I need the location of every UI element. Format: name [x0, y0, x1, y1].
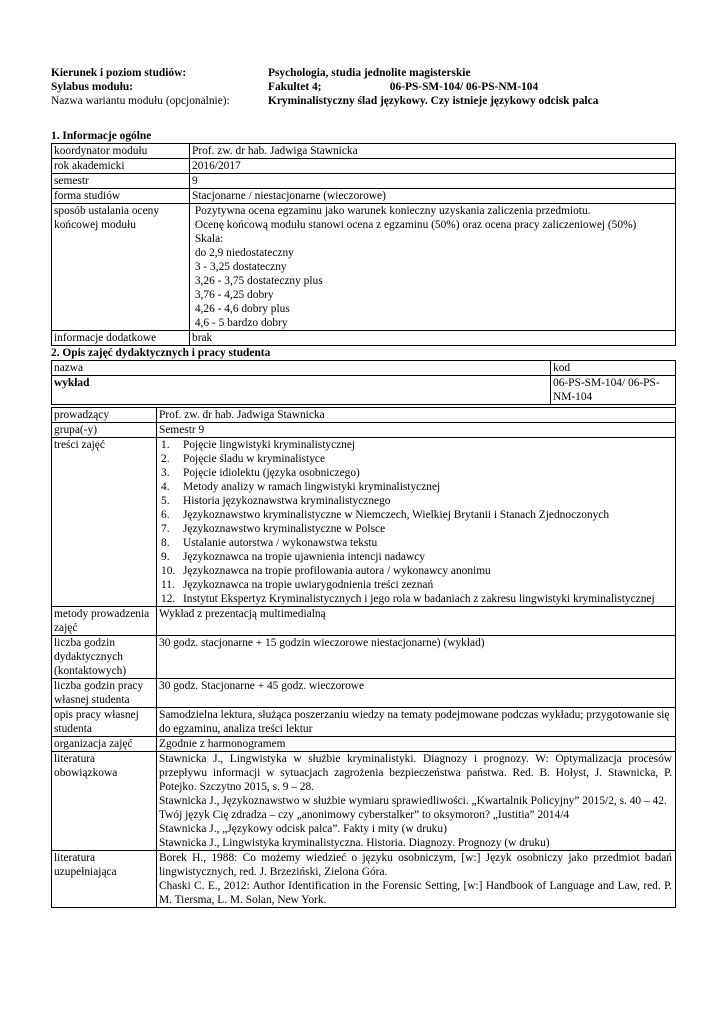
row-value: 30 godz. stacjonarne + 15 godzin wieczorowe niestacjonarne) (wykład)	[157, 636, 676, 679]
row-label: treści zajęć	[52, 438, 157, 607]
section-2-title: 2. Opis zajęć dydaktycznych i pracy studenta	[51, 347, 271, 359]
item-text: Pojęcie idiolektu (języka osobniczego)	[183, 467, 360, 479]
row-label: forma studiów	[52, 189, 190, 204]
literature-entry: Stawnicka J., Lingwistyka kryminalistyczna. Historia. Diagnozy. Prognozy (w druku)	[159, 837, 550, 849]
row-value: Semestr 9	[157, 423, 676, 438]
item-text: Językoznawstwo kryminalistyczne w Niemczech, Wielkiej Brytanii i Stanach Zjednoczonych	[183, 509, 610, 521]
table-row	[52, 361, 676, 376]
table-row	[52, 423, 676, 438]
literature-list	[157, 752, 676, 851]
item-text: Językoznawca na tropie ujawnienia intencji nadawcy	[183, 551, 425, 563]
table-row	[52, 679, 676, 708]
item-text: Pojęcie śladu w kryminalistyce	[183, 453, 326, 465]
row-value: 2016/2017	[190, 159, 676, 174]
literature-entry: Twój język Cię zdradza – czy „anonimowy cyberstalker” to oksymoron? „Iustitia” 2014/4	[159, 809, 570, 821]
syllabus-page	[51, 66, 675, 908]
table-row	[52, 708, 676, 737]
header-key: Sylabus modułu:	[51, 81, 133, 93]
grading-line: Ocenę końcową modułu stanowi ocena z egzaminu (50%) oraz ocena pracy zaliczeniowej (50%)	[192, 219, 637, 231]
grading-value	[190, 204, 676, 331]
item-number: 7.	[161, 523, 170, 535]
list-item	[159, 578, 675, 592]
list-item	[159, 564, 675, 578]
header-row-module	[51, 80, 675, 94]
topic-list	[159, 438, 675, 606]
item-number: 8.	[161, 537, 170, 549]
table-row	[52, 376, 676, 405]
grading-line: Pozytywna ocena egzaminu jako warunek konieczny uzyskania zaliczenia przedmiotu.	[192, 205, 591, 217]
literature-entry: Stawnicka J., Językoznawstwo w służbie wymiaru sprawiedliwości. „Kwartalnik Policyjny” 2015/2, s. 40 – 42.	[159, 795, 667, 807]
section-1-title: 1. Informacje ogólne	[51, 130, 152, 142]
list-item	[159, 592, 675, 606]
row-value: Samodzielna lektura, służąca poszerzaniu wiedzy na tematy podejmowane podczas wykładu; przygotowanie się do egzaminu, analiza treści lektur	[157, 708, 676, 737]
row-label: koordynator modułu	[52, 144, 190, 159]
list-item	[159, 522, 675, 536]
grading-line: 4,26 - 4,6 dobry plus	[192, 303, 290, 315]
table-row	[52, 636, 676, 679]
header-value: Psychologia, studia jednolite magisterskie	[268, 67, 471, 79]
row-label: rok akademicki	[52, 159, 190, 174]
header-key: Kierunek i poziom studiów:	[51, 67, 187, 79]
row-value: Prof. zw. dr hab. Jadwiga Stawnicka	[190, 144, 676, 159]
item-number: 9.	[161, 551, 170, 563]
name-header: nazwa	[52, 361, 551, 376]
item-number: 12.	[161, 593, 176, 605]
literature-entry: Stawnicka J., Lingwistyka w służbie kryminalistyki. Diagnozy i prognozy. W: Optymalizacja procesów przepływu informacji w sytuacjach zagrożenia bezpieczeństwa państwa. Red. B. Hołyst, J. Stawnicka, P. Potejko. Szczytno 2015, s. 9 – 28.	[159, 753, 672, 793]
grading-line: Skala:	[192, 233, 224, 245]
item-number: 10.	[161, 565, 176, 577]
item-text: Metody analizy w ramach lingwistyki kryminalistycznej	[183, 481, 441, 493]
item-number: 3.	[161, 467, 170, 479]
item-number: 5.	[161, 495, 170, 507]
grading-line: 4,6 - 5 bardzo dobry	[192, 317, 288, 329]
course-name: wykład	[52, 376, 551, 405]
item-number: 2.	[161, 453, 170, 465]
item-number: 11.	[161, 579, 175, 591]
item-text: Instytut Ekspertyz Kryminalistycznych i jego rola w badaniach z zakresu lingwistyki kryminalistycznej	[183, 593, 655, 605]
row-label: grupa(-y)	[52, 423, 157, 438]
literature-entry: Stawnicka J., „Językowy odcisk palca”. Fakty i mity (w druku)	[159, 823, 447, 835]
table-row	[52, 174, 676, 189]
header-row-variant	[51, 94, 675, 108]
code-header: kod	[551, 361, 676, 376]
header-row-field	[51, 66, 675, 80]
course-code: 06-PS-SM-104/ 06-PS-NM-104	[551, 376, 676, 405]
row-value: 9	[190, 174, 676, 189]
row-label: metody prowadzenia zajęć	[52, 607, 157, 636]
item-text: Językoznawca na tropie profilowania autora / wykonawcy anonimu	[183, 565, 491, 577]
list-item	[159, 536, 675, 550]
header-key: Nazwa wariantu modułu (opcjonalnie):	[51, 95, 230, 107]
row-label: sposób ustalania oceny końcowej modułu	[52, 204, 190, 331]
item-text: Językoznawstwo kryminalistyczne w Polsce	[183, 523, 386, 535]
item-text: Pojęcie lingwistyki kryminalistycznej	[183, 439, 356, 451]
row-label: literatura uzupełniająca	[52, 851, 157, 908]
course-name-table	[51, 360, 676, 405]
grading-line: do 2,9 niedostateczny	[192, 247, 294, 259]
item-number: 1.	[161, 439, 170, 451]
document-header	[51, 66, 675, 108]
row-value: 30 godz. Stacjonarne + 45 godz. wieczorowe	[157, 679, 676, 708]
list-item	[159, 480, 675, 494]
list-item	[159, 452, 675, 466]
row-label: liczba godzin pracy własnej studenta	[52, 679, 157, 708]
row-value: Stacjonarne / niestacjonarne (wieczorowe)	[190, 189, 676, 204]
row-label: liczba godzin dydaktycznych (kontaktowych)	[52, 636, 157, 679]
table-row	[52, 189, 676, 204]
general-info-table	[51, 143, 676, 346]
table-row	[52, 438, 676, 607]
table-row	[52, 408, 676, 423]
item-number: 6.	[161, 509, 170, 521]
item-text: Językoznawca na tropie uwiarygodnienia treści zeznań	[183, 579, 434, 591]
list-item	[159, 508, 675, 522]
item-number: 4.	[161, 481, 170, 493]
table-row	[52, 204, 676, 331]
row-label: organizacja zajęć	[52, 737, 157, 752]
table-row	[52, 607, 676, 636]
content-list-cell	[157, 438, 676, 607]
header-value: Fakultet 4; 06-PS-SM-104/ 06-PS-NM-104	[268, 81, 539, 93]
row-label: opis pracy własnej studenta	[52, 708, 157, 737]
grading-line: 3,76 - 4,25 dobry	[192, 289, 274, 301]
row-value: Prof. zw. dr hab. Jadwiga Stawnicka	[157, 408, 676, 423]
row-value: Wykład z prezentacją multimedialną	[157, 607, 676, 636]
row-label: semestr	[52, 174, 190, 189]
literature-entry: Borek H., 1988: Co możemy wiedzieć o języku osobniczym, [w:] Język osobniczy jako przedmiot badań lingwistycznych, red. J. Brzeziński, Zielona Góra.	[159, 852, 672, 878]
row-label: informacje dodatkowe	[52, 331, 190, 346]
list-item	[159, 438, 675, 452]
row-label: prowadzący	[52, 408, 157, 423]
item-text: Historia językoznawstwa kryminalistycznego	[183, 495, 391, 507]
table-row	[52, 331, 676, 346]
supplementary-list	[157, 851, 676, 908]
table-row	[52, 737, 676, 752]
list-item	[159, 550, 675, 564]
header-value: Kryminalistyczny ślad językowy. Czy istnieje językowy odcisk palca	[268, 95, 599, 107]
grading-line: 3,26 - 3,75 dostateczny plus	[192, 275, 323, 287]
grading-line: 3 - 3,25 dostateczny	[192, 261, 287, 273]
row-value: Zgodnie z harmonogramem	[157, 737, 676, 752]
table-row	[52, 851, 676, 908]
table-row	[52, 752, 676, 851]
table-row	[52, 144, 676, 159]
row-label: literatura obowiązkowa	[52, 752, 157, 851]
item-text: Ustalanie autorstwa / wykonawstwa tekstu	[183, 537, 378, 549]
course-details-table	[51, 407, 676, 908]
literature-entry: Chaski C. E., 2012: Author Identification in the Forensic Setting, [w:] Handbook of Language and Law, red. P. M. Tiersma, L. M. Solan, New York.	[159, 880, 672, 906]
list-item	[159, 494, 675, 508]
row-value: brak	[190, 331, 676, 346]
list-item	[159, 466, 675, 480]
table-row	[52, 159, 676, 174]
